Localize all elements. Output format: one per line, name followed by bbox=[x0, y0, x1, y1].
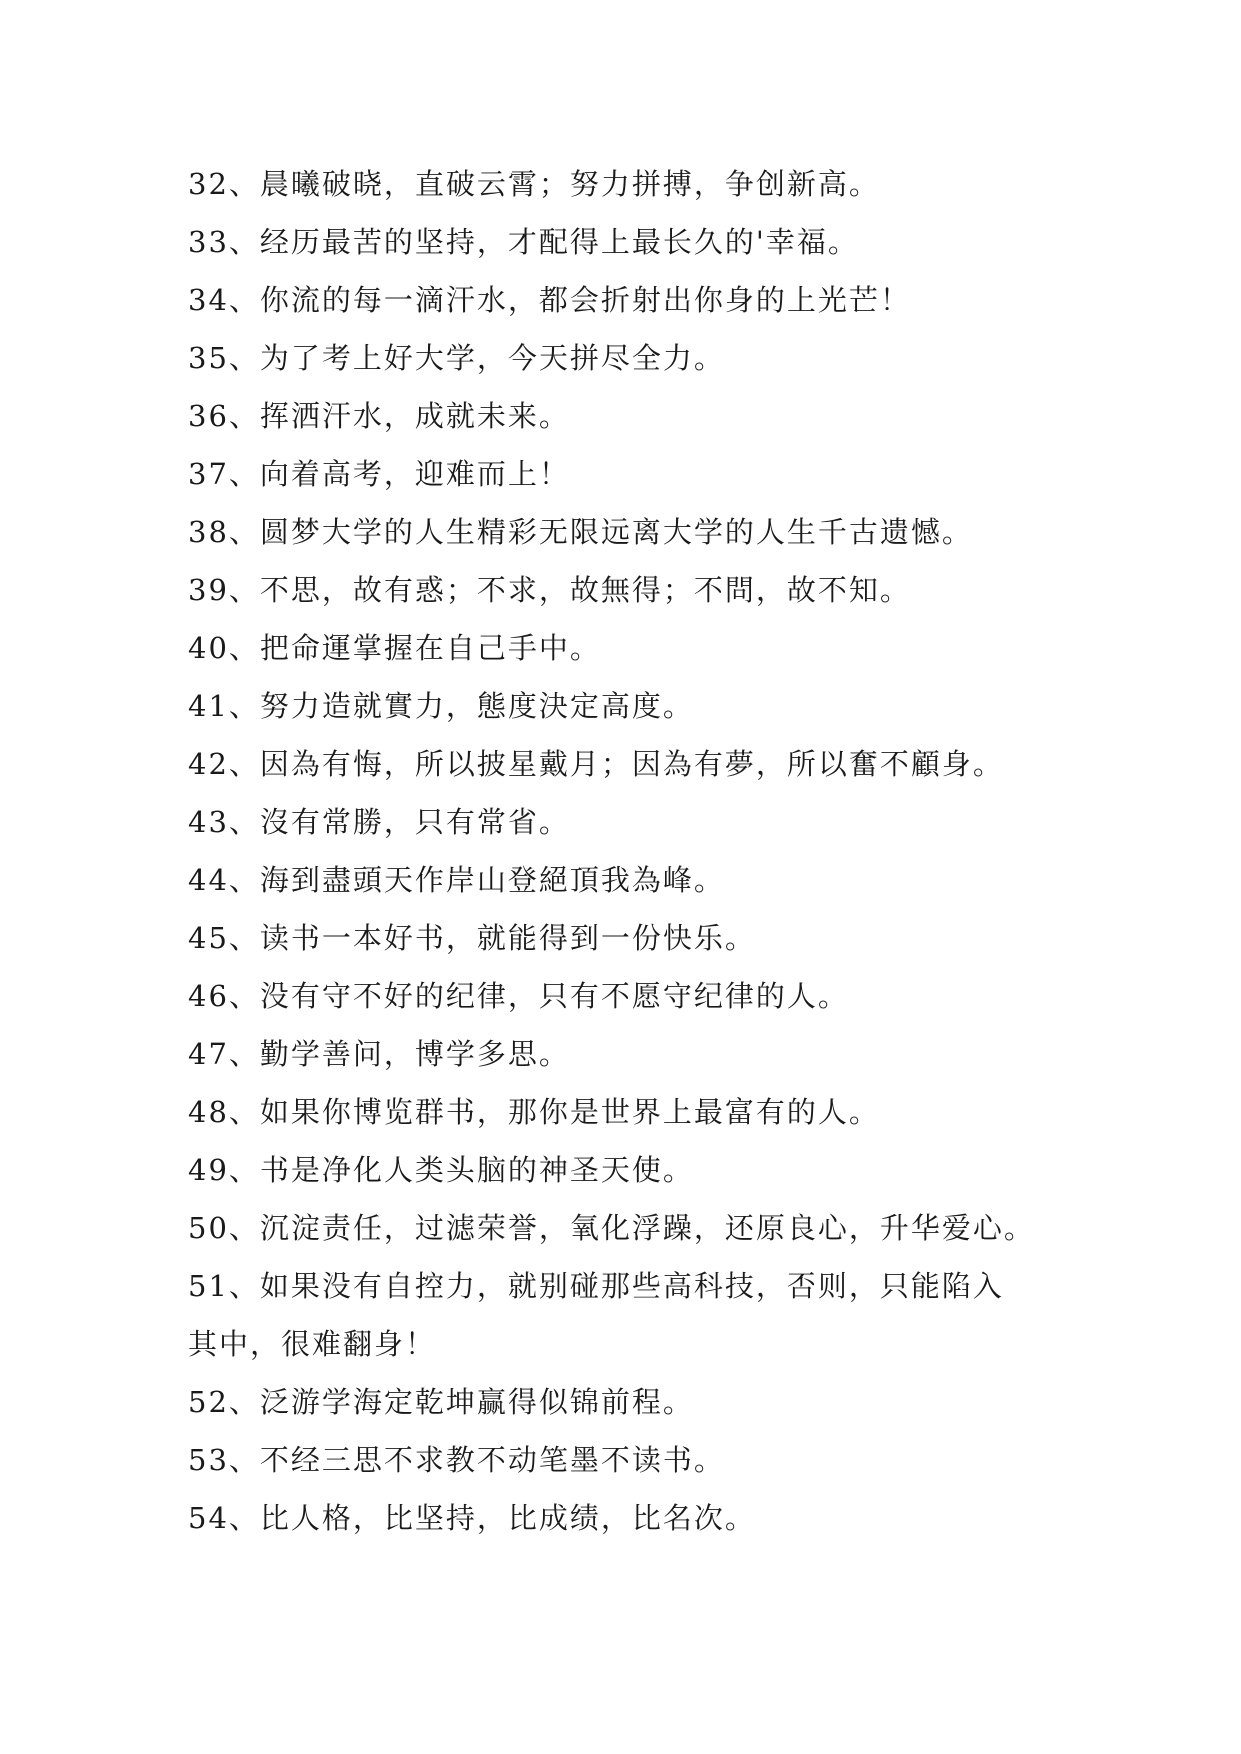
document-body bbox=[188, 155, 1088, 1547]
text-line-45: 45、读书一本好书，就能得到一份快乐。 bbox=[188, 921, 756, 955]
text-line-42: 42、因為有悔，所以披星戴月；因為有夢，所以奮不顧身。 bbox=[188, 747, 1004, 781]
text-line-52: 52、泛游学海定乾坤赢得似锦前程。 bbox=[188, 1385, 694, 1419]
text-line-39: 39、不思，故有惑；不求，故無得；不問，故不知。 bbox=[188, 573, 911, 607]
text-line-53: 53、不经三思不求教不动笔墨不读书。 bbox=[188, 1443, 725, 1477]
text-line-44: 44、海到盡頭天作岸山登絕頂我為峰。 bbox=[188, 863, 725, 897]
text-line-32: 32、晨曦破晓，直破云霄；努力拼搏，争创新高。 bbox=[188, 167, 880, 201]
text-line-49: 49、书是净化人类头脑的神圣天使。 bbox=[188, 1153, 694, 1187]
text-line-37: 37、向着高考，迎难而上！ bbox=[188, 457, 570, 491]
text-line-34: 34、你流的每一滴汗水，都会折射出你身的上光芒！ bbox=[188, 283, 911, 317]
text-line-40: 40、把命運掌握在自己手中。 bbox=[188, 631, 601, 665]
text-line-36: 36、挥洒汗水，成就未来。 bbox=[188, 399, 570, 433]
text-line-47: 47、勤学善问，博学多思。 bbox=[188, 1037, 570, 1071]
text-line-33: 33、经历最苦的坚持，才配得上最长久的'幸福。 bbox=[188, 225, 859, 259]
text-line-46: 46、没有守不好的纪律，只有不愿守纪律的人。 bbox=[188, 979, 849, 1013]
text-line-51: 51、如果没有自控力，就别碰那些高科技，否则，只能陷入 bbox=[188, 1269, 1004, 1303]
text-line-38: 38、圆梦大学的人生精彩无限远离大学的人生千古遗憾。 bbox=[188, 515, 973, 549]
text-line-51-continued: 其中，很难翻身！ bbox=[188, 1327, 437, 1361]
text-line-43: 43、沒有常勝，只有常省。 bbox=[188, 805, 570, 839]
text-line-54: 54、比人格，比坚持，比成绩，比名次。 bbox=[188, 1501, 756, 1535]
text-line-50: 50、沉淀责任，过滤荣誉，氧化浮躁，还原良心，升华爱心。 bbox=[188, 1211, 1035, 1245]
text-line-35: 35、为了考上好大学，今天拼尽全力。 bbox=[188, 341, 725, 375]
text-line-41: 41、努力造就實力，態度決定高度。 bbox=[188, 689, 694, 723]
text-line-48: 48、如果你博览群书，那你是世界上最富有的人。 bbox=[188, 1095, 880, 1129]
